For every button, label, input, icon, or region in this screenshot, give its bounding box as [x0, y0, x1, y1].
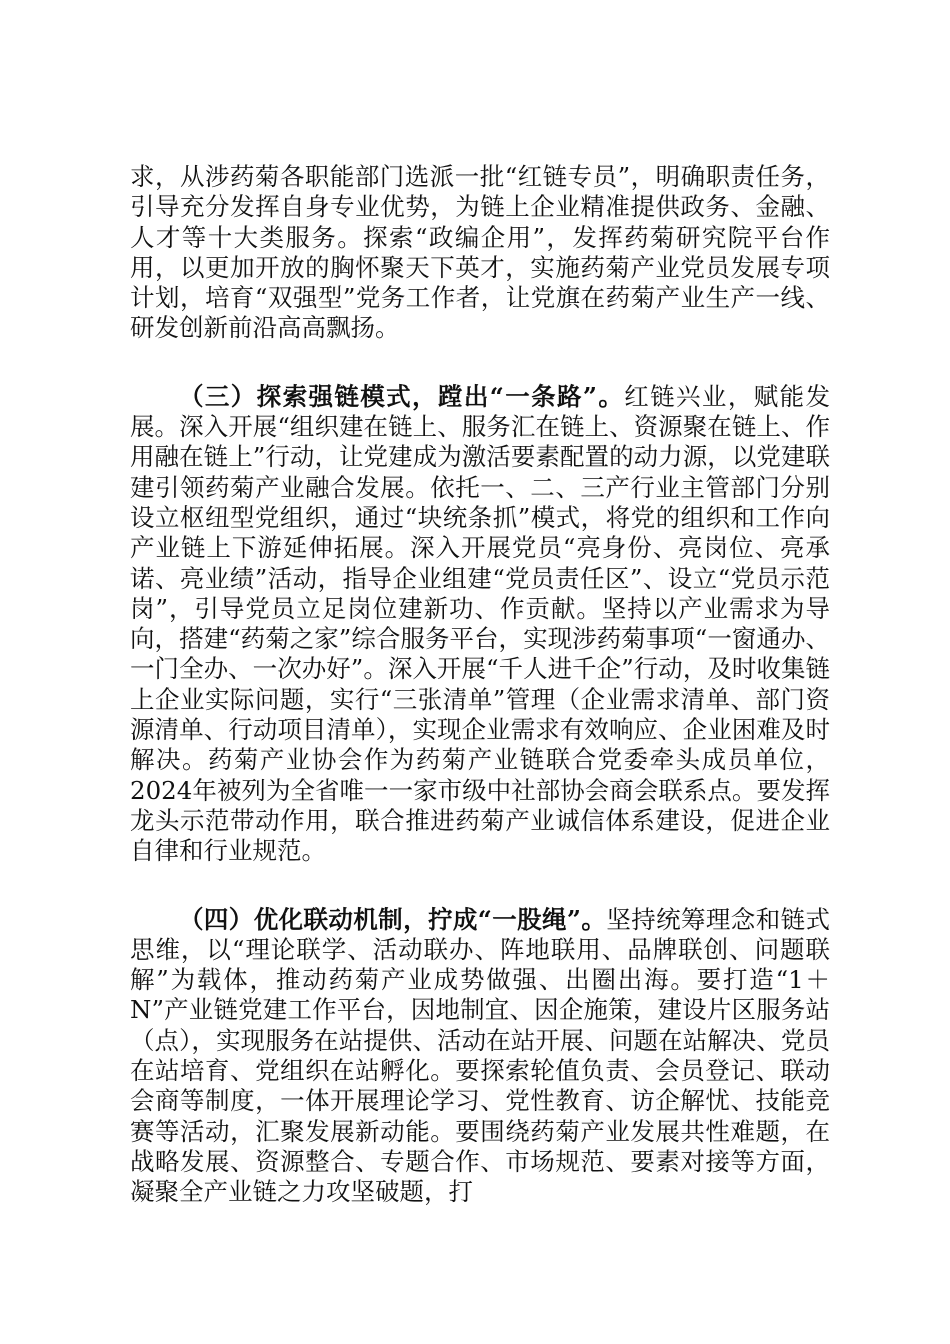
- paragraph-section-4: [130, 905, 830, 1208]
- paragraph-body: 求，从涉药菊各职能部门选派一批“红链专员”，明确职责任务，引导充分发挥自身专业优势，为链上企业精准提供政务、金融、人才等十大类服务。探索“政编企用”，发挥药菊研究院平台作用，以更加开放的胸怀聚天下英才，实施药菊产业党员发展专项计划，培育“双强型”党务工作者，让党旗在药菊产业生产一线、研发创新前沿高高飘扬。: [130, 162, 830, 343]
- section-heading-3: （三）探索强链模式，蹚出“一条路”。: [179, 381, 625, 411]
- paragraph-section-3: [130, 382, 830, 867]
- section-heading-4: （四）优化联动机制，拧成“一股绳”。: [179, 904, 607, 934]
- paragraph-continuation: [130, 162, 830, 344]
- paragraph-body: 坚持统筹理念和链式思维，以“理论联学、活动联办、阵地联用、品牌联创、问题联解”为载体，推动药菊产业成势做强、出圈出海。要打造“1＋N”产业链党建工作平台，因地制宜、因企施策，建设片区服务站（点），实现服务在站提供、活动在站开展、问题在站解决、党员在站培育、党组织在站孵化。要探索轮值负责、会员登记、联动会商等制度，一体开展理论学习、党性教育、访企解忧、技能竞赛等活动，汇聚发展新动能。要围绕药菊产业发展共性难题，在战略发展、资源整合、专题合作、市场规范、要素对接等方面，凝聚全产业链之力攻坚破题，打: [130, 904, 831, 1207]
- paragraph-body: 红链兴业，赋能发展。深入开展“组织建在链上、服务汇在链上、资源聚在链上、作用融在链上”行动，让党建成为激活要素配置的动力源，以党建联建引领药菊产业融合发展。依托一、二、三产行业主管部门分别设立枢纽型党组织，通过“块统条抓”模式，将党的组织和工作向产业链上下游延伸拓展。深入开展党员“亮身份、亮岗位、亮承诺、亮业绩”活动，指导企业组建“党员责任区”、设立“党员示范岗”，引导党员立足岗位建新功、作贡献。坚持以产业需求为导向，搭建“药菊之家”综合服务平台，实现涉药菊事项“一窗通办、一门全办、一次办好”。深入开展“千人进千企”行动，及时收集链上企业实际问题，实行“三张清单”管理（企业需求清单、部门资源清单、行动项目清单），实现企业需求有效响应、企业困难及时解决。药菊产业协会作为药菊产业链联合党委牵头成员单位，2024年被列为全省唯一一家市级中社部协会商会联系点。要发挥龙头示范带动作用，联合推进药菊产业诚信体系建设，促进企业自律和行业规范。: [130, 381, 830, 866]
- document-body: [130, 162, 830, 1208]
